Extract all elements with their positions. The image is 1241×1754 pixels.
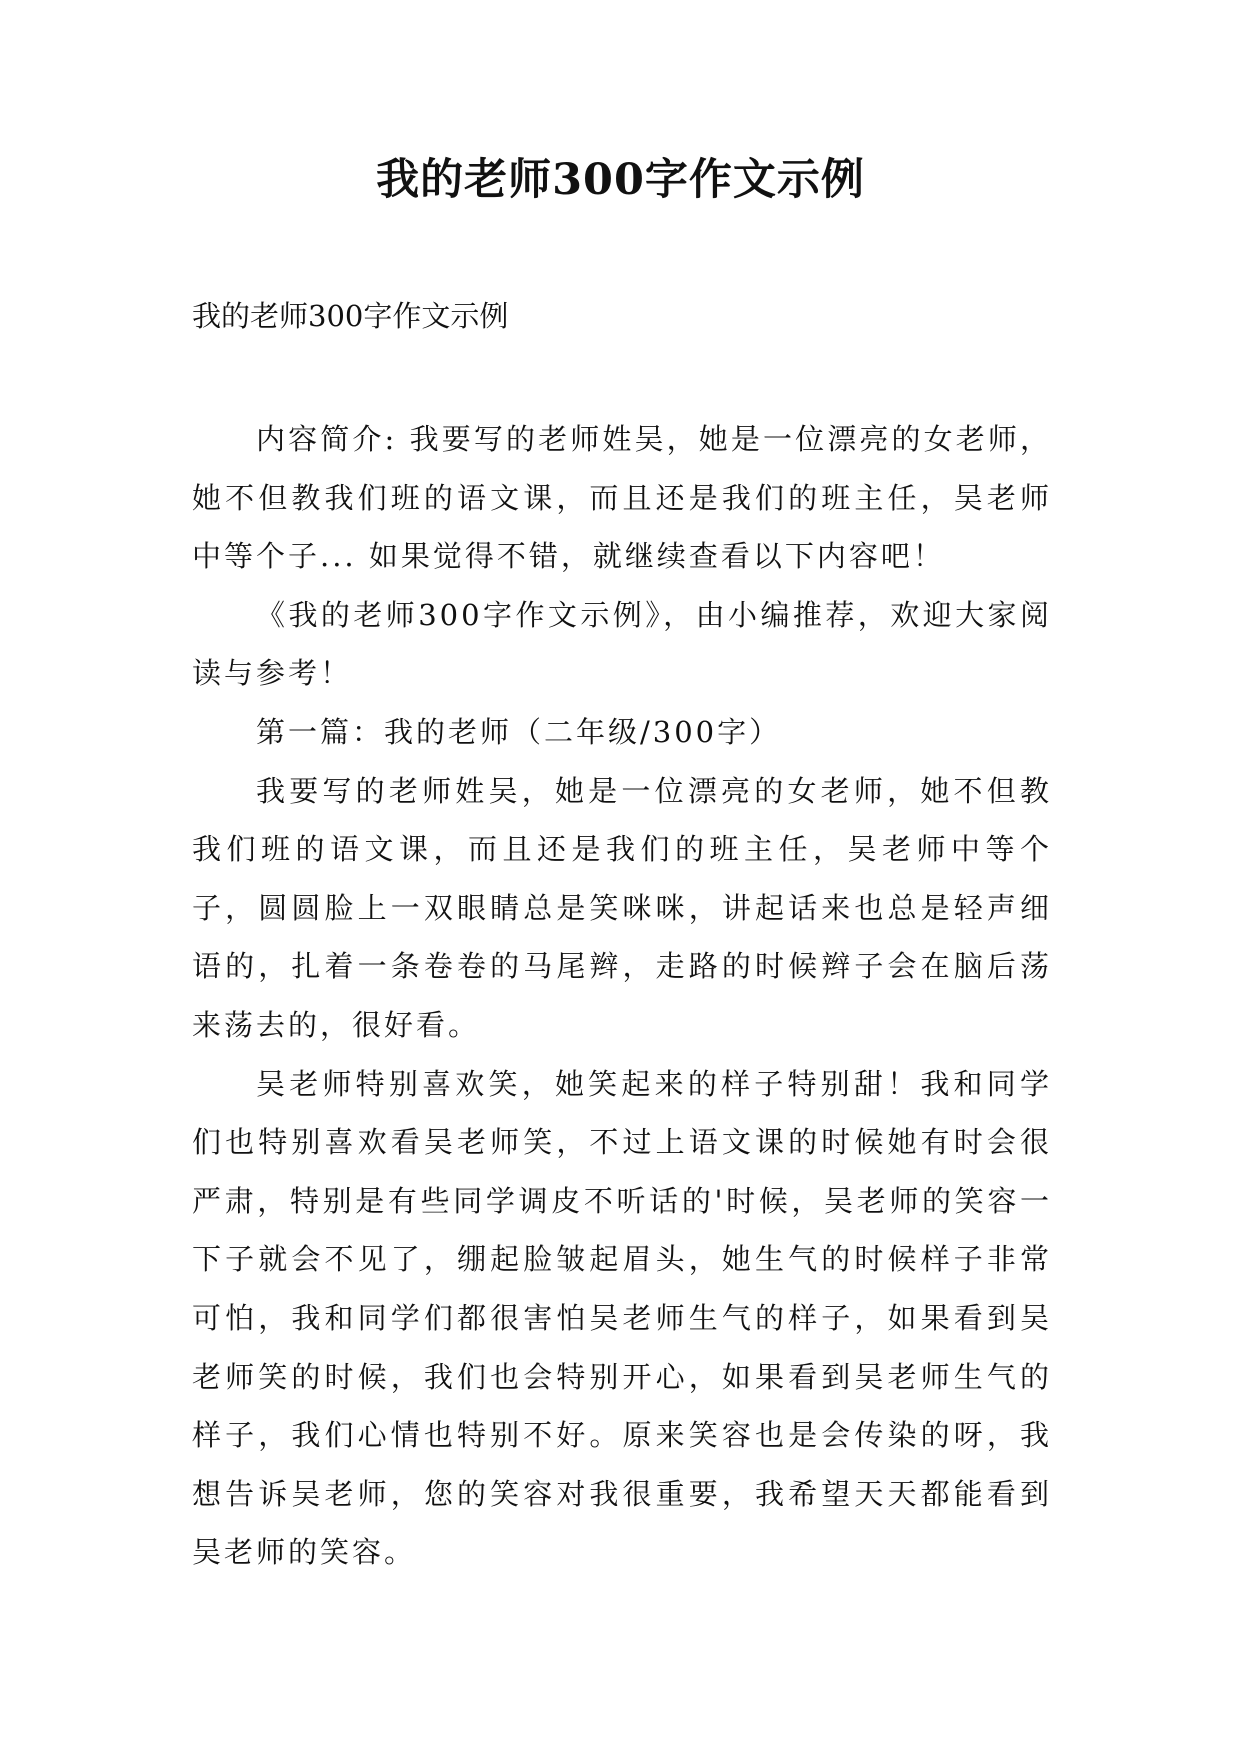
essay-paragraph-1: 我要写的老师姓吴，她是一位漂亮的女老师，她不但教我们班的语文课，而且还是我们的班主任，吴老师中等个子，圆圆脸上一双眼睛总是笑咪咪，讲起话来也总是轻声细语的，扎着一条卷卷的马尾辫，走路的时候辫子会在脑后荡来荡去的，很好看。 [192, 773, 1052, 1042]
essay-paragraph-2: 吴老师特别喜欢笑，她笑起来的样子特别甜！我和同学们也特别喜欢看吴老师笑，不过上语文课的时候她有时会很严肃，特别是有些同学调皮不听话的'时候，吴老师的笑容一下子就会不见了，绷起脸皱起眉头，她生气的时候样子非常可怕，我和同学们都很害怕吴老师生气的样子，如果看到吴老师笑的时候，我们也会特别开心，如果看到吴老师生气的样子，我们心情也特别不好。原来笑容也是会传染的呀，我想告诉吴老师，您的笑容对我很重要，我希望天天都能看到吴老师的笑容。 [192, 1066, 1052, 1570]
intro-paragraph: 内容简介: 我要写的老师姓吴，她是一位漂亮的女老师，她不但教我们班的语文课，而且还是我们的班主任，吴老师中等个子... 如果觉得不错，就继续查看以下内容吧！ [192, 422, 1052, 574]
section-heading: 第一篇：我的老师（二年级/300字） [256, 714, 782, 749]
recommendation-paragraph: 《我的老师300字作文示例》，由小编推荐，欢迎大家阅读与参考！ [192, 597, 1052, 691]
document-body [192, 410, 1052, 1582]
document-title: 我的老师300字作文示例 [376, 155, 865, 205]
document-subtitle: 我的老师300字作文示例 [192, 299, 509, 333]
